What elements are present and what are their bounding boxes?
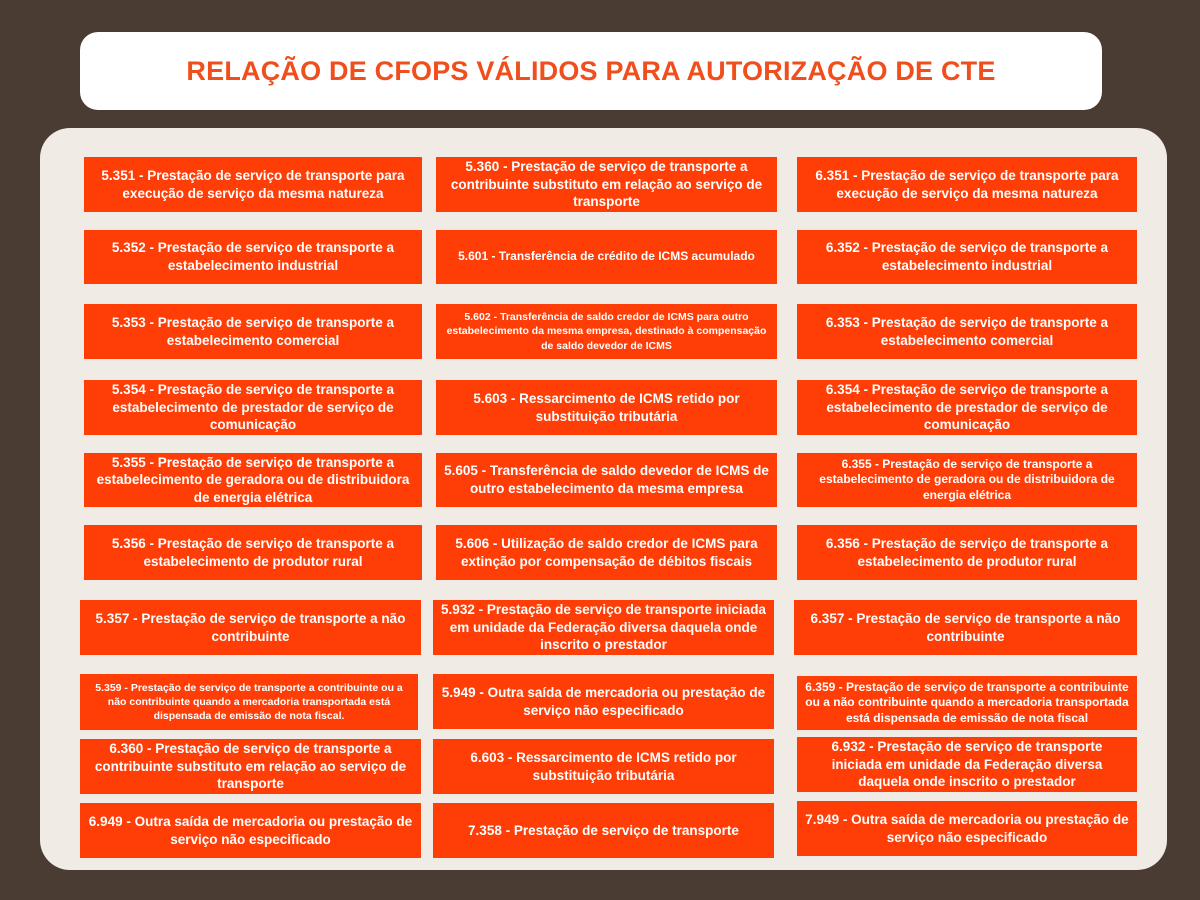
cfop-card-7949: 7.949 - Outra saída de mercadoria ou prestação de serviço não especificado bbox=[797, 801, 1137, 856]
cfop-card-6354: 6.354 - Prestação de serviço de transporte a estabelecimento de prestador de serviço de comunicação bbox=[797, 380, 1137, 435]
cfop-card-5605: 5.605 - Transferência de saldo devedor de ICMS de outro estabelecimento da mesma empresa bbox=[436, 453, 777, 507]
cfop-card-7358: 7.358 - Prestação de serviço de transporte bbox=[433, 803, 774, 858]
cfop-card-5354: 5.354 - Prestação de serviço de transporte a estabelecimento de prestador de serviço de comunicação bbox=[84, 380, 422, 435]
cfop-card-5932: 5.932 - Prestação de serviço de transporte iniciada em unidade da Federação diversa daquela onde inscrito o prestador bbox=[433, 600, 774, 655]
page-title: RELAÇÃO DE CFOPS VÁLIDOS PARA AUTORIZAÇÃO DE CTE bbox=[186, 55, 996, 86]
cfop-card-5355: 5.355 - Prestação de serviço de transporte a estabelecimento de geradora ou de distribuidora de energia elétrica bbox=[84, 453, 422, 507]
cfop-card-6357: 6.357 - Prestação de serviço de transporte a não contribuinte bbox=[794, 600, 1137, 655]
cfop-card-6932: 6.932 - Prestação de serviço de transporte iniciada em unidade da Federação diversa daquela onde inscrito o prestador bbox=[797, 737, 1137, 792]
cfop-card-5949: 5.949 - Outra saída de mercadoria ou prestação de serviço não especificado bbox=[433, 674, 774, 729]
cfop-card-5603: 5.603 - Ressarcimento de ICMS retido por substituição tributária bbox=[436, 380, 777, 435]
cfop-card-5352: 5.352 - Prestação de serviço de transporte a estabelecimento industrial bbox=[84, 230, 422, 284]
cfop-card-6353: 6.353 - Prestação de serviço de transporte a estabelecimento comercial bbox=[797, 304, 1137, 359]
cfop-card-5351: 5.351 - Prestação de serviço de transporte para execução de serviço da mesma natureza bbox=[84, 157, 422, 212]
title-banner bbox=[80, 32, 1102, 110]
cfop-card-5360: 5.360 - Prestação de serviço de transporte a contribuinte substituto em relação ao serviço de transporte bbox=[436, 157, 777, 212]
cfop-card-6949: 6.949 - Outra saída de mercadoria ou prestação de serviço não especificado bbox=[80, 803, 421, 858]
cfop-card-5602: 5.602 - Transferência de saldo credor de ICMS para outro estabelecimento da mesma empresa, destinado à compensação de saldo devedor de ICMS bbox=[436, 304, 777, 359]
cfop-card-6603: 6.603 - Ressarcimento de ICMS retido por substituição tributária bbox=[433, 739, 774, 794]
cfop-card-6356: 6.356 - Prestação de serviço de transporte a estabelecimento de produtor rural bbox=[797, 525, 1137, 580]
cfop-card-6355: 6.355 - Prestação de serviço de transporte a estabelecimento de geradora ou de distribuidora de energia elétrica bbox=[797, 453, 1137, 507]
cfop-card-5601: 5.601 - Transferência de crédito de ICMS acumulado bbox=[436, 230, 777, 284]
cfop-card-6360: 6.360 - Prestação de serviço de transporte a contribuinte substituto em relação ao serviço de transporte bbox=[80, 739, 421, 794]
cfop-card-5356: 5.356 - Prestação de serviço de transporte a estabelecimento de produtor rural bbox=[84, 525, 422, 580]
cfop-card-5357: 5.357 - Prestação de serviço de transporte a não contribuinte bbox=[80, 600, 421, 655]
cfop-card-6352: 6.352 - Prestação de serviço de transporte a estabelecimento industrial bbox=[797, 230, 1137, 284]
cfop-card-5359: 5.359 - Prestação de serviço de transporte a contribuinte ou a não contribuinte quando a mercadoria transportada está dispensada de emissão de nota fiscal. bbox=[80, 674, 418, 730]
cfop-card-6359: 6.359 - Prestação de serviço de transporte a contribuinte ou a não contribuinte quando a mercadoria transportada está dispensada de emissão de nota fiscal bbox=[797, 676, 1137, 730]
cfop-card-6351: 6.351 - Prestação de serviço de transporte para execução de serviço da mesma natureza bbox=[797, 157, 1137, 212]
cfop-card-5606: 5.606 - Utilização de saldo credor de ICMS para extinção por compensação de débitos fiscais bbox=[436, 525, 777, 580]
cfop-card-5353: 5.353 - Prestação de serviço de transporte a estabelecimento comercial bbox=[84, 304, 422, 359]
